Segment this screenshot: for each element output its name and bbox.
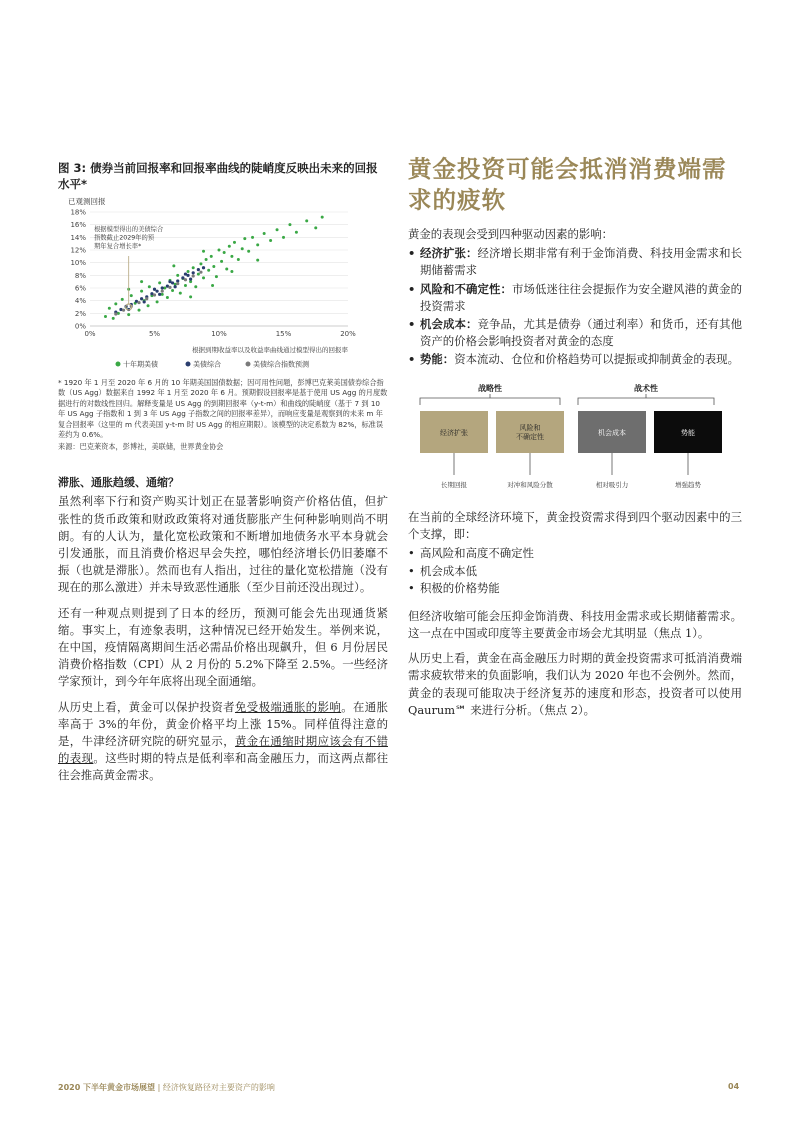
- chart-annotation: [94, 224, 164, 310]
- x-tick-label: 10%: [211, 330, 227, 338]
- data-point: [172, 264, 175, 267]
- data-point: [181, 276, 184, 279]
- data-point: [276, 228, 279, 231]
- data-point: [122, 309, 125, 312]
- diagram-strategic-label: 战略性: [478, 383, 502, 393]
- y-tick-label: 10%: [70, 259, 86, 268]
- driver-item: • 势能：资本流动、仓位和价格趋势可以提振或抑制黄金的表现。: [408, 352, 739, 367]
- data-point: [207, 269, 210, 272]
- data-point: [223, 251, 226, 254]
- y-tick-label: 12%: [70, 246, 86, 255]
- link-extreme-inflation[interactable]: 免受极端通胀的影响: [234, 699, 342, 714]
- data-point: [155, 290, 158, 293]
- data-point: [104, 315, 107, 318]
- box-risk-uncertainty: [496, 411, 564, 453]
- data-point: [233, 241, 236, 244]
- data-point: [114, 302, 117, 305]
- drivers-intro: 黄金的表现会受到四种驱动因素的影响：: [408, 227, 614, 241]
- data-point: [202, 276, 205, 279]
- data-point: [184, 278, 187, 281]
- y-tick-label: 0%: [74, 322, 86, 331]
- data-point: [192, 274, 195, 277]
- data-point: [197, 273, 200, 276]
- legend-marker: [246, 362, 251, 367]
- legend-label: 十年期美债: [123, 360, 158, 369]
- data-point: [210, 255, 213, 258]
- left-column: [58, 160, 388, 793]
- x-tick-label: 20%: [340, 330, 356, 338]
- data-point: [112, 317, 115, 320]
- data-point: [127, 313, 130, 316]
- data-point: [199, 262, 202, 265]
- data-point: [202, 250, 205, 253]
- data-point: [148, 285, 151, 288]
- data-point: [153, 293, 156, 296]
- paragraph-gold-history: [58, 699, 388, 785]
- data-point: [143, 300, 146, 303]
- data-point: [212, 265, 215, 268]
- data-point: [211, 284, 214, 287]
- data-point: [202, 266, 205, 269]
- chart-x-axis-label: 根据到期收益率以及收益率曲线通过模型得出的回报率: [192, 346, 348, 354]
- data-point: [230, 270, 233, 273]
- diagram-tactical-label: 战术性: [634, 383, 658, 393]
- data-point: [108, 307, 111, 310]
- data-point: [145, 297, 148, 300]
- data-point: [114, 312, 117, 315]
- data-point: [176, 274, 179, 277]
- data-point: [179, 292, 182, 295]
- paragraph-text: 。这些时期的特点是低利率和高金融压力，而这两点都往往会推高黄金需求。: [58, 751, 388, 783]
- data-point: [166, 296, 169, 299]
- data-point: [147, 304, 150, 307]
- data-point: [288, 223, 291, 226]
- footer-separator: |: [155, 1083, 163, 1092]
- data-point: [168, 280, 171, 283]
- data-point: [305, 219, 308, 222]
- box-label: 势能: [681, 428, 695, 437]
- chart-x-ticks: [84, 330, 356, 338]
- data-point: [192, 271, 195, 274]
- paragraph-inflation-debate: 虽然利率下行和资产购买计划正在显著影响资产价格估值，但扩张性的货币政策和财政政策将对通货膨胀产生何种影响则尚不明朗。有的人认为，量化宽松政策和不断增加地债务水平本身就会引发通胀，而且消费价格迟早会失控，哪怕经济增长仍旧萎靡不振（也就是滞胀）。然而也有人指出，过往的量化宽松措施（没有现在的那么激进）并未导致恶性通胀（至少目前还没出现过）。: [58, 494, 388, 595]
- data-point: [121, 298, 124, 301]
- data-point: [168, 286, 171, 289]
- support-item: • 积极的价格势能: [408, 581, 500, 596]
- data-point: [189, 278, 192, 281]
- data-point: [314, 226, 317, 229]
- y-tick-label: 16%: [70, 221, 86, 230]
- data-point: [174, 285, 177, 288]
- data-point: [263, 232, 266, 235]
- paragraph-consumer-demand: 但经济收缩可能会压抑金饰消费、科技用金需求或长期储蓄需求。这一点在中国或印度等主要黄金市场会尤其明显（焦点 1）。: [408, 608, 742, 641]
- outcome-label: 增强趋势: [675, 480, 701, 489]
- data-point: [158, 281, 161, 284]
- data-point: [140, 297, 143, 300]
- figure-title: 图 3: 债券当前回报率和回报率曲线的陡峭度反映出未来的回报水平*: [58, 161, 378, 191]
- data-point: [137, 301, 140, 304]
- outcome-label: 相对吸引力: [595, 480, 629, 489]
- data-point: [130, 294, 133, 297]
- page-number: 04: [728, 1082, 740, 1091]
- y-tick-label: 18%: [70, 208, 86, 217]
- footer-title: 2020 下半年黄金市场展望: [58, 1083, 156, 1092]
- data-point: [237, 258, 240, 261]
- x-tick-label: 0%: [84, 330, 96, 338]
- legend-marker: [116, 362, 121, 367]
- legend-label: 美债综合: [193, 360, 221, 369]
- chart-y-axis-label: 已观测回报: [68, 197, 106, 206]
- support-item: • 机会成本低: [408, 563, 477, 578]
- support-item: • 高风险和高度不确定性: [408, 546, 534, 561]
- box-label: 经济扩张: [440, 428, 468, 437]
- figure-source: 来源：巴克莱资本，彭博社，美联储，世界黄金协会: [58, 442, 224, 452]
- legend-marker: [186, 362, 191, 367]
- data-point: [199, 271, 202, 274]
- y-tick-label: 14%: [70, 233, 86, 242]
- paragraph-text: 从历史上看，黄金可以保护投资者: [58, 699, 235, 714]
- data-point: [295, 231, 298, 234]
- data-point: [282, 236, 285, 239]
- data-point: [230, 255, 233, 258]
- paragraph-history: 从历史上看，黄金在高金融压力时期的黄金投资需求可抵消消费端需求疲软带来的负面影响，我们认为 2020 年也不会例外。然而，黄金的表现可能取决于经济复苏的速度和形态，投资者可以使用 Qaurum℠ 来进行分析。（焦点 2）。: [408, 651, 742, 717]
- scatter-chart: [58, 194, 388, 372]
- data-point: [247, 250, 250, 253]
- box-label: 风险和不确定性: [516, 423, 544, 441]
- driver-item: • 风险和不确定性：市场低迷往往会提振作为安全避风港的黄金的投资需求: [408, 281, 742, 313]
- x-tick-label: 15%: [275, 330, 292, 338]
- data-point: [184, 284, 187, 287]
- footer: [58, 1082, 275, 1093]
- data-point: [218, 249, 221, 252]
- data-point: [251, 236, 254, 239]
- data-point: [140, 280, 143, 283]
- data-point: [241, 247, 244, 250]
- data-point: [161, 290, 164, 293]
- x-tick-label: 5%: [148, 330, 161, 338]
- data-point: [197, 268, 200, 271]
- data-point: [256, 259, 259, 262]
- data-point: [269, 239, 272, 242]
- box-label: 机会成本: [598, 428, 626, 437]
- legend-label: 美债综合指数预测: [253, 360, 309, 369]
- data-point: [153, 288, 156, 291]
- section-title: 黄金投资可能会抵消消费端需求的疲软: [408, 155, 727, 214]
- chart-y-ticks: [70, 209, 86, 331]
- y-tick-label: 4%: [74, 297, 86, 306]
- data-point: [138, 309, 141, 312]
- data-point: [228, 245, 231, 248]
- data-point: [192, 266, 195, 269]
- data-point: [156, 300, 159, 303]
- link-gold-deflation[interactable]: 黄金在通缩时期应该会有不错的表现: [58, 734, 388, 766]
- driver-item: • 经济扩张：经济增长期非常有利于金饰消费、科技用金需求和长期储蓄需求: [408, 246, 742, 278]
- data-point: [194, 285, 197, 288]
- data-point: [161, 286, 164, 289]
- data-point: [225, 268, 228, 271]
- paragraph-text: 。在通胀率高于 3%的年份，黄金价格平均上涨 15%。同样值得注意的是，牛津经济研究院的研究显示，: [58, 699, 388, 749]
- footer-subtitle: 经济恢复路径对主要资产的影响: [162, 1083, 275, 1092]
- data-point: [171, 289, 174, 292]
- section-heading: 滞胀、通胀趋缓、通缩？: [58, 476, 179, 490]
- data-point: [184, 272, 187, 275]
- data-point: [215, 275, 218, 278]
- driver-item: • 机会成本：竞争品，尤其是债券（通过利率）和货币，还有其他资产的价格会影响投资者对黄金的态度: [408, 317, 742, 349]
- outcome-label: 对冲和风险分散: [507, 480, 553, 489]
- annotation-text: 根据模型得出的美债综合指数截止2029年的预期年复合增长率*: [94, 226, 164, 250]
- drivers-diagram: [408, 383, 742, 495]
- data-point: [176, 282, 179, 285]
- data-point: [321, 216, 324, 219]
- y-tick-label: 2%: [74, 309, 86, 318]
- data-point: [187, 270, 190, 273]
- right-column: [408, 154, 742, 727]
- figure-note: * 1920 年 1 月至 2020 年 6 月的 10 年期美国国债数据；因可用性问题，彭博巴克莱美国债券综合指数（US Agg）数据来自 1992 年 1 月至 2020 年 6 月。预期假设回报率是基于使用 US Agg 的月度数据进行的对数线性回归。解释变量是 US Agg 的到期回报率（y-t-m）和曲线的陡峭度（基于 7 到 10 年 US Agg 子指数和 1 到 3 年 US Agg 子指数之间的回报率差异），而响应变量是观察到的未来 m 年复合回报率（这里的 m 代表美国 y-t-m 时 US Agg 的相应期限）。该模型的决定系数为 82%，标准误差约为 0.6%。: [58, 378, 388, 440]
- data-point: [205, 258, 208, 261]
- y-tick-label: 8%: [74, 271, 86, 280]
- data-point: [243, 237, 246, 240]
- data-point: [189, 295, 192, 298]
- chart-legend: [116, 360, 310, 369]
- outcome-label: 长期回报: [441, 480, 467, 489]
- data-point: [158, 293, 161, 296]
- data-point: [256, 243, 259, 246]
- data-point: [220, 260, 223, 263]
- paragraph-support: 在当前的全球经济环境下，黄金投资需求得到四个驱动因素中的三个支撑，即：: [408, 509, 742, 541]
- paragraph-deflation: 还有一种观点则提到了日本的经历，预测可能会先出现通货紧缩。事实上，有迹象表明，这种情况已经开始发生。举例来说，在中国，疫情隔离期间生活必需品价格出现飙升，但 6 月份居民消费价格指数（CPI）从 2 月份的 5.2%下降至 2.5%。一些经济学家预计，到今年年底将出现全面通缩。: [58, 605, 388, 689]
- data-point: [140, 290, 143, 293]
- y-tick-label: 6%: [74, 284, 86, 293]
